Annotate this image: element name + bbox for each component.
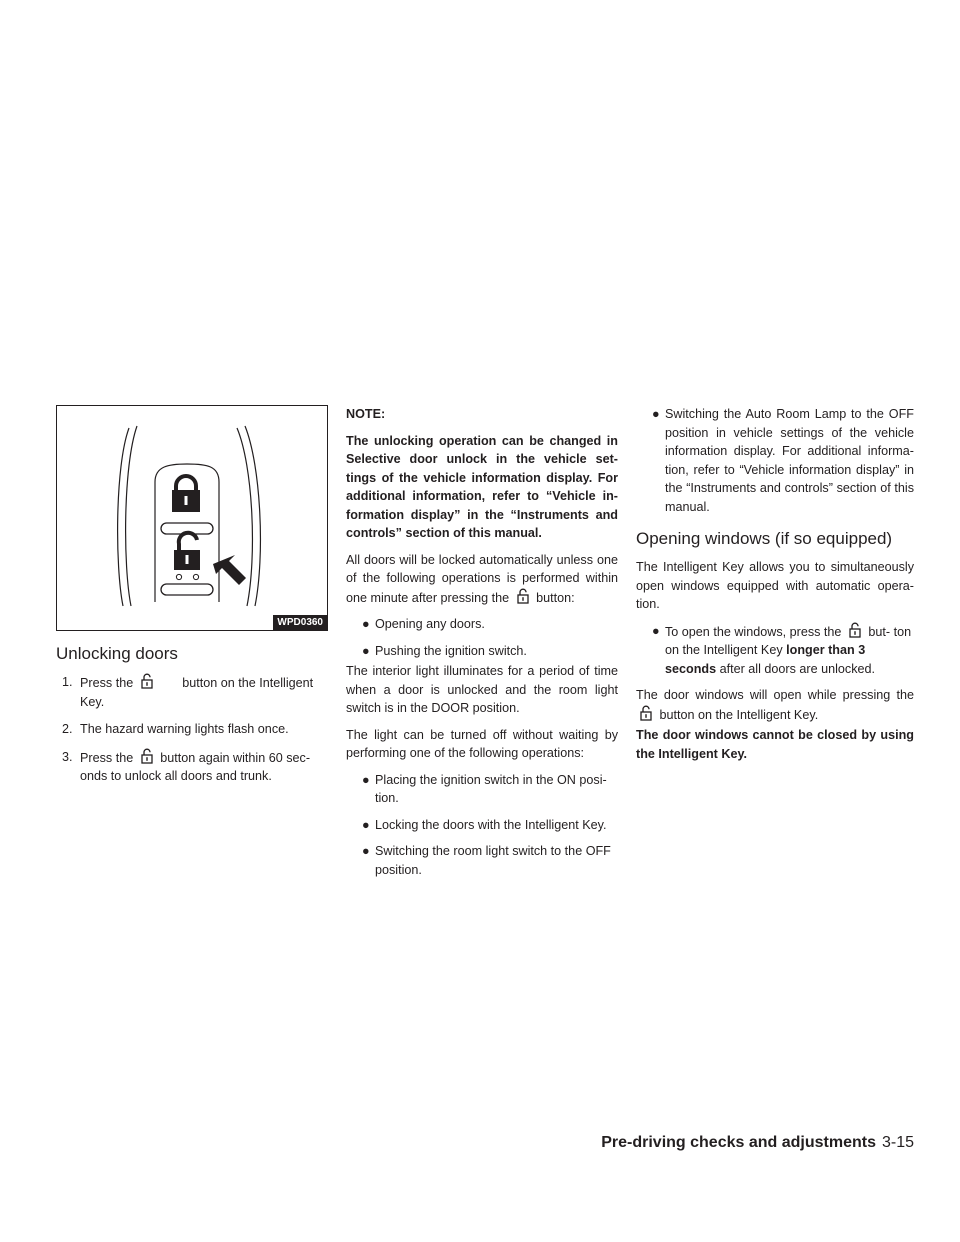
list-item: ● Switching the Auto Room Lamp to the OFF position in vehicle settings of the vehicle information display. For additional informa- tion, refer to “Vehicle information display” in the “Instruments and controls” section of this manual. (652, 407, 914, 514)
column-2 (346, 405, 618, 887)
list-item: 1. Press the button on the Intelligent Key. (62, 675, 314, 709)
lock-button-icon (172, 476, 200, 512)
list-item: ● Placing the ignition switch in the ON posi- tion. (362, 772, 607, 805)
unlock-icon (638, 705, 654, 721)
unlock-button-icon (174, 533, 200, 570)
windows-open-paragraph: The door windows will open while pressing the button on the Intelligent Key. (636, 688, 914, 722)
column-1 (56, 405, 328, 795)
note-text: The unlocking operation can be changed in Selective door unlock in the vehicle set- tings of the vehicle information display. For additional information, refer to “Vehicle in- formation display” in the “Instruments and controls” section of this manual. (346, 433, 618, 540)
windows-intro: The Intelligent Key allows you to simultaneously open windows equipped with automatic opera- tion. (636, 560, 914, 611)
auto-lock-paragraph: All doors will be locked automatically unless one of the following operations is performed within one minute after pressing the button: (346, 552, 618, 605)
note-label: NOTE: (346, 407, 386, 421)
windows-warning: The door windows cannot be closed by using the Intelligent Key. (636, 728, 914, 761)
unlock-steps-list (56, 673, 328, 786)
page-footer (601, 1133, 914, 1153)
unlock-icon (515, 588, 531, 604)
list-item: 3. Press the button again within 60 sec- onds to unlock all doors and trunk. (62, 749, 311, 783)
unlock-icon (847, 622, 863, 638)
figure-code: WPD0360 (273, 615, 327, 630)
list-item: ● Opening any doors. (362, 617, 485, 631)
unlock-icon (139, 673, 155, 689)
page-number: 3-15 (881, 1134, 914, 1151)
light-off-paragraph: The light can be turned off without waiting by performing one of the following operations: (346, 727, 618, 760)
list-item: ● Switching the room light switch to the OFF position. (362, 844, 611, 877)
interior-light-paragraph: The interior light illuminates for a period of time when a door is unlocked and the room light switch is in the DOOR position. (346, 664, 618, 715)
unlocking-doors-heading: Unlocking doors (56, 644, 178, 663)
unlock-icon (139, 748, 155, 764)
opening-windows-heading: Opening windows (if so equipped) (636, 529, 893, 548)
list-item: ● Pushing the ignition switch. (362, 643, 527, 658)
list-item: ● Locking the doors with the Intelligent Key. (362, 817, 607, 832)
intelligent-key-figure (56, 405, 328, 631)
intelligent-key-illustration (57, 406, 327, 630)
list-item: ● To open the windows, press the but- ton on the Intelligent Key longer than 3 seconds after all doors are unlocked. (652, 623, 912, 676)
column-3 (636, 405, 914, 771)
footer-section-title: Pre-driving checks and adjustments (601, 1134, 876, 1151)
list-item: 2. The hazard warning lights flash once. (62, 722, 289, 736)
arrow-icon (213, 555, 246, 585)
